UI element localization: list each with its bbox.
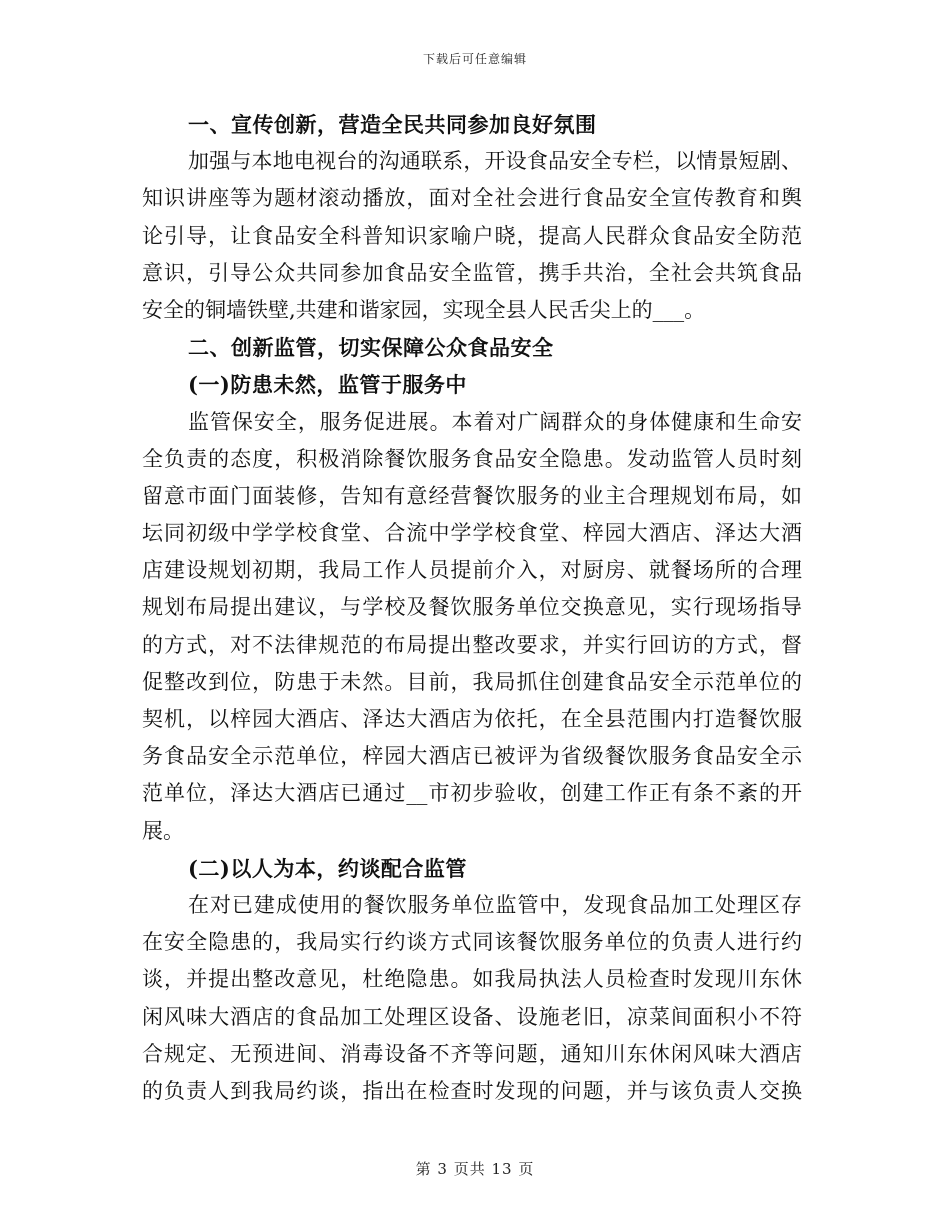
section-heading: (一)防患未然，监管于服务中 <box>188 372 467 398</box>
paragraph-line: 论引导，让食品安全科普知识家喻户晓，提高人民群众食品安全防范 <box>142 223 802 248</box>
paragraph-line: 监管保安全，服务促进展。本着对广阔群众的身体健康和生命安 <box>188 409 802 434</box>
section-heading: 二、创新监管，切实保障公众食品安全 <box>188 335 554 361</box>
paragraph-line: 的负责人到我局约谈，指出在检查时发现的问题，并与该负责人交换 <box>142 1078 802 1103</box>
paragraph-line: 全负责的态度，积极消除餐饮服务食品安全隐患。发动监管人员时刻 <box>142 446 802 471</box>
page-footer: 第 3 页共 13 页 <box>415 1160 535 1178</box>
paragraph-line: 知识讲座等为题材滚动播放，面对全社会进行食品安全宣传教育和舆 <box>142 186 802 211</box>
page-header: 下载后可任意编辑 <box>422 52 527 66</box>
paragraph-line: 闲风味大酒店的食品加工处理区设备、设施老旧，凉菜间面积小不符 <box>142 1004 802 1029</box>
paragraph-line: 留意市面门面装修，告知有意经营餐饮服务的业主合理规划布局，如 <box>142 483 802 508</box>
paragraph-line: 范单位，泽达大酒店已通过__市初步验收，创建工作正有条不紊的开 <box>142 781 802 806</box>
paragraph-line: 务食品安全示范单位，梓园大酒店已被评为省级餐饮服务食品安全示 <box>142 744 802 769</box>
paragraph-line: 店建设规划初期，我局工作人员提前介入，对厨房、就餐场所的合理 <box>142 558 802 583</box>
paragraph-line: 坛同初级中学学校食堂、合流中学学校食堂、梓园大酒店、泽达大酒 <box>142 521 802 546</box>
paragraph-line: 的方式，对不法律规范的布局提出整改要求，并实行回访的方式，督 <box>142 632 802 657</box>
paragraph-line: 规划布局提出建议，与学校及餐饮服务单位交换意见，实行现场指导 <box>142 595 802 620</box>
paragraph-line: 加强与本地电视台的沟通联系，开设食品安全专栏，以情景短剧、 <box>188 149 802 174</box>
paragraph-line: 展。 <box>142 818 184 843</box>
paragraph-line: 在对已建成使用的餐饮服务单位监管中，发现食品加工处理区存 <box>188 892 802 917</box>
paragraph-line: 在安全隐患的，我局实行约谈方式同该餐饮服务单位的负责人进行约 <box>142 930 802 955</box>
paragraph-line: 合规定、无预进间、消毒设备不齐等问题，通知川东休闲风味大酒店 <box>142 1041 802 1066</box>
document-body <box>142 106 802 1110</box>
paragraph-line: 安全的铜墙铁壁,共建和谐家园，实现全县人民舌尖上的___。 <box>142 297 706 322</box>
section-heading: 一、宣传创新，营造全民共同参加良好氛围 <box>188 112 597 137</box>
paragraph-line: 契机，以梓园大酒店、泽达大酒店为依托，在全县范围内打造餐饮服 <box>142 707 802 731</box>
paragraph-line: 促整改到位，防患于未然。目前，我局抓住创建食品安全示范单位的 <box>142 669 802 694</box>
paragraph-line: 意识，引导公众共同参加食品安全监管，携手共治，全社会共筑食品 <box>142 260 802 285</box>
paragraph-line: 谈，并提出整改意见，杜绝隐患。如我局执法人员检查时发现川东休 <box>142 967 802 992</box>
section-heading: (二)以人为本，约谈配合监管 <box>188 855 467 881</box>
